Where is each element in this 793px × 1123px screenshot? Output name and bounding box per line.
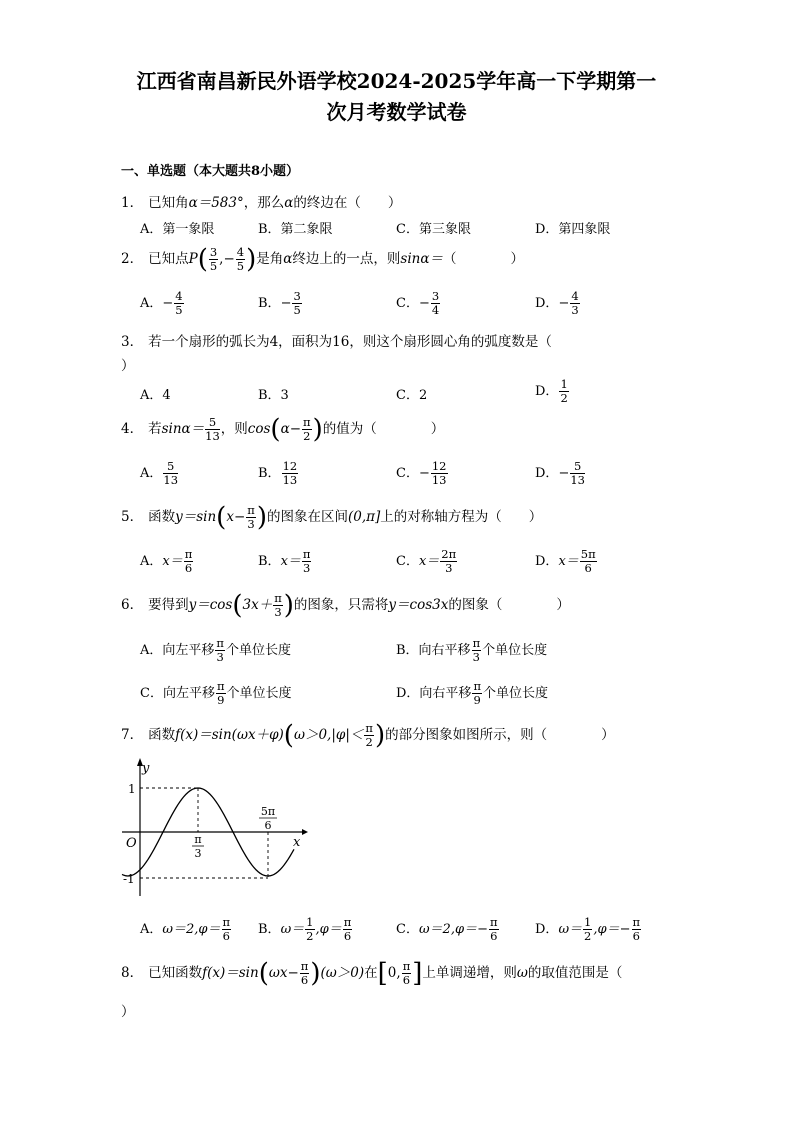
question-2: 2． 已知点P( $\frac{3}{5}$ ,− $\frac{4}{5}$ )是角α终边上的一点，则sinα＝（ ） — [121, 244, 524, 275]
option-b: B．向右平移 $\frac{\pi}{3}$ 个单位长度 — [396, 636, 548, 664]
question-8-cont: ） — [121, 1004, 135, 1020]
option-d: D．x＝ $\frac{5\pi}{6}$ — [535, 547, 596, 575]
y-max-label: 1 — [128, 782, 136, 796]
peak-x-den: 3 — [194, 847, 202, 860]
option-a: A．第一象限 — [140, 222, 215, 237]
peak-x-num: π — [194, 833, 202, 846]
option-d: D．ω＝ $\frac{1}{2}$ ,φ＝− $\frac{\pi}{6}$ — [535, 915, 641, 943]
title-line-1: 江西省南昌新民外语学校2024-2025学年高一下学期第一 — [136, 69, 657, 93]
question-6: 6． 要得到y＝cos(3x＋ $\frac{\pi}{3}$ )的图象，只需将y＝cos3x的图象（ ） — [121, 590, 570, 621]
option-c: C．x＝ $\frac{2\pi}{3}$ — [396, 547, 457, 575]
option-b: B．− $\frac{3}{5}$ — [258, 289, 301, 317]
option-c: C．ω＝2,φ＝− $\frac{\pi}{6}$ — [396, 915, 498, 943]
question-4: 4． 若sinα＝ $\frac{5}{13}$ ，则cos(α− $\frac{\pi}{2}$ )的值为（ ） — [121, 414, 445, 445]
y-min-label: -1 — [123, 872, 135, 886]
option-a: A．ω＝2,φ＝ $\frac{\pi}{6}$ — [140, 915, 231, 943]
option-a: A．x＝ $\frac{\pi}{6}$ — [140, 547, 193, 575]
question-3-cont: ） — [121, 358, 135, 374]
option-d: D． $\frac{1}{2}$ — [535, 377, 568, 405]
x-axis-arrow — [302, 829, 308, 835]
question-5: 5． 函数y＝sin(x− $\frac{\pi}{3}$ )的图象在区间(0,π]上的对称轴方程为（ ） — [121, 502, 543, 533]
option-d: D．第四象限 — [535, 222, 611, 237]
option-b: B．x＝ $\frac{\pi}{3}$ — [258, 547, 311, 575]
function-graph — [118, 756, 308, 902]
question-3: 3． 若一个扇形的弧长为4，面积为16，则这个扇形圆心角的弧度数是（ — [121, 334, 552, 350]
question-1: 1． 已知角α＝583°，那么α的终边在（ ） — [121, 195, 402, 211]
question-7: 7． 函数f(x)＝sin(ωx＋φ)(ω＞0,|φ|＜ $\frac{\pi}{2}$ )的部分图象如图所示，则（ ） — [121, 720, 615, 751]
option-b: B． $\frac{12}{13}$ — [258, 459, 298, 487]
option-a: A．向左平移 $\frac{\pi}{3}$ 个单位长度 — [140, 636, 291, 664]
section-heading: 一、单选题（本大题共8小题） — [121, 164, 300, 179]
trough-x-num: 5π — [260, 805, 276, 818]
option-a: A．4 — [140, 388, 171, 403]
option-a: A． $\frac{5}{13}$ — [140, 459, 179, 487]
option-c: C．− $\frac{3}{4}$ — [396, 289, 440, 317]
y-axis-label: y — [142, 761, 150, 776]
option-d: D．− $\frac{4}{3}$ — [535, 289, 579, 317]
option-a: A．− $\frac{4}{5}$ — [140, 289, 183, 317]
option-d: D．− $\frac{5}{13}$ — [535, 459, 585, 487]
option-c: C．− $\frac{12}{13}$ — [396, 459, 447, 487]
option-b: B．ω＝ $\frac{1}{2}$ ,φ＝ $\frac{\pi}{6}$ — [258, 915, 352, 943]
question-number: 1． — [121, 195, 144, 211]
option-d: D．向右平移 $\frac{\pi}{9}$ 个单位长度 — [396, 679, 549, 707]
x-axis-label: x — [293, 835, 301, 850]
option-b: B．3 — [258, 388, 289, 403]
option-c: C．向左平移 $\frac{\pi}{9}$ 个单位长度 — [140, 679, 292, 707]
option-b: B．第二象限 — [258, 222, 333, 237]
question-8: 8． 已知函数f(x)＝sin(ωx− $\frac{\pi}{6}$ )(ω＞0)在[0, $\frac{\pi}{6}$ ]上单调递增，则ω的取值范围是（ — [121, 958, 623, 989]
trough-x-den: 6 — [264, 819, 272, 832]
page-title — [60, 66, 733, 128]
math-expr: α＝583° — [188, 195, 244, 211]
origin-label: O — [126, 836, 137, 851]
option-c: C．第三象限 — [396, 222, 471, 237]
title-line-2: 次月考数学试卷 — [326, 100, 467, 124]
option-c: C．2 — [396, 388, 428, 403]
